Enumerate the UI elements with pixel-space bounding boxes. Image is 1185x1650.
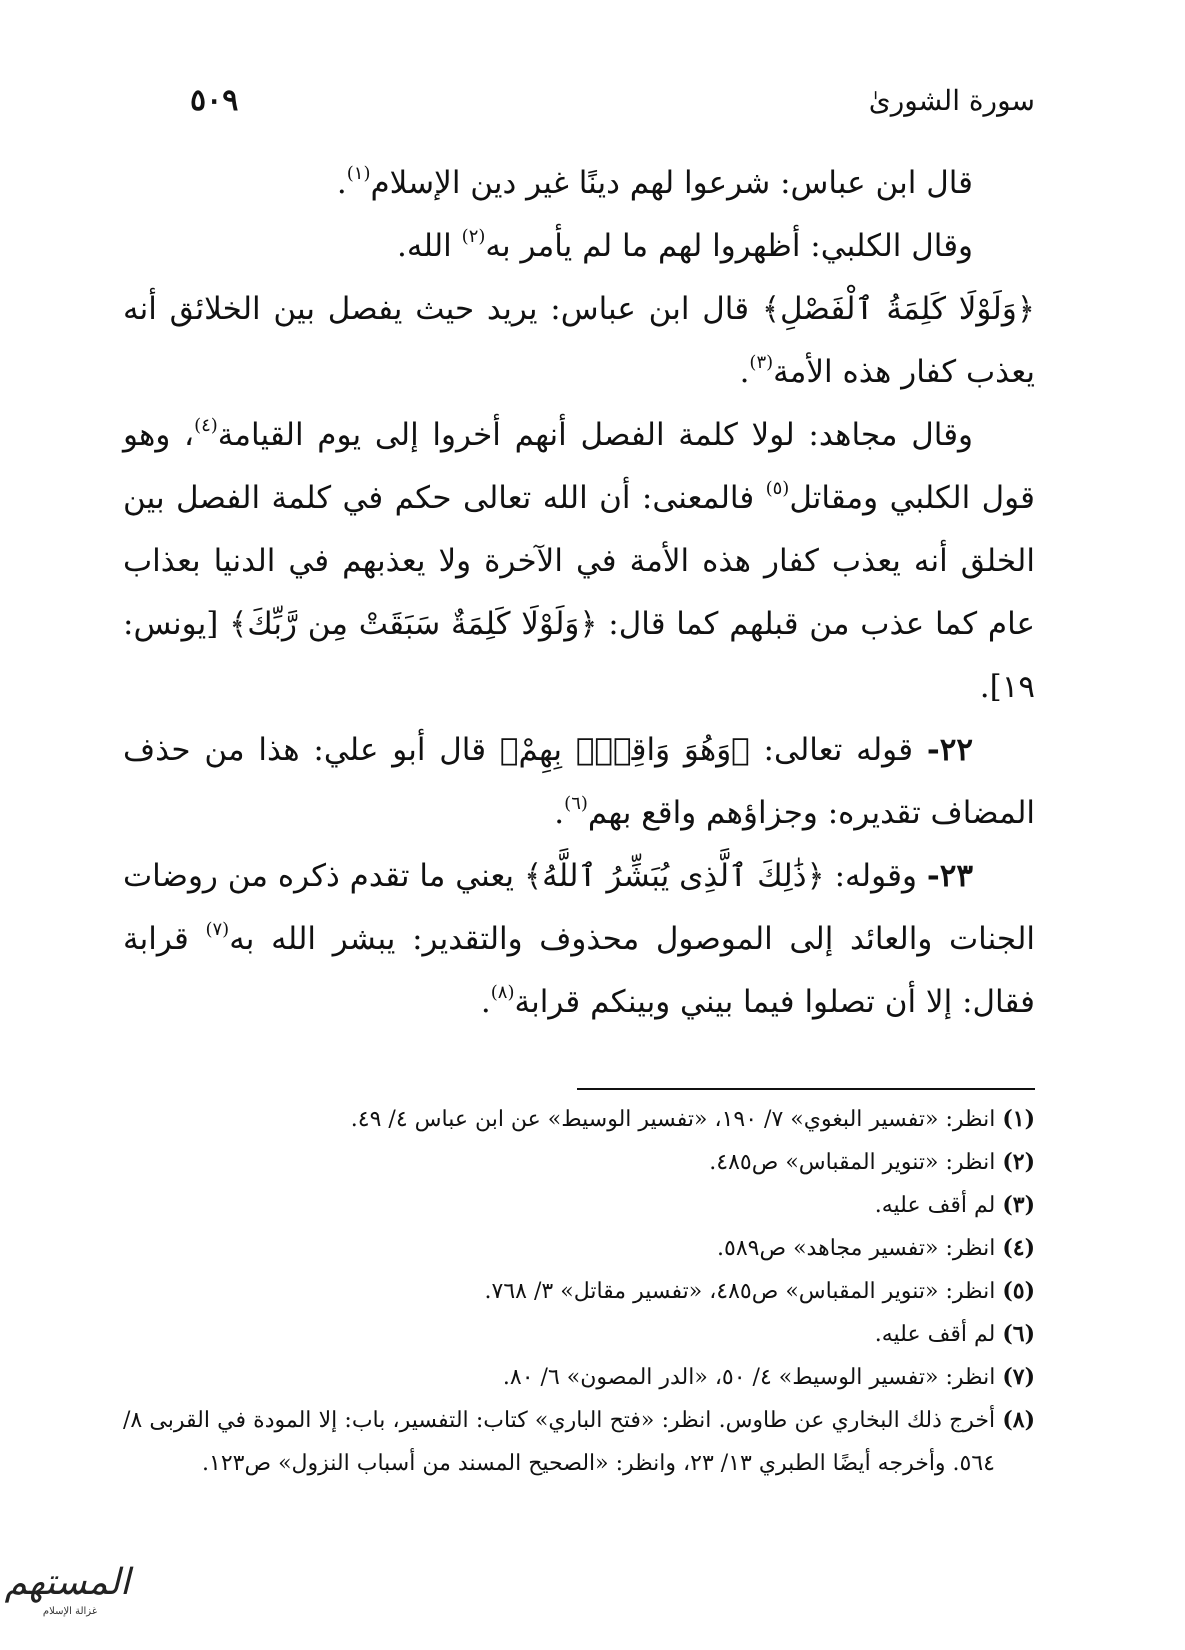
footnote-number: (١) [1002, 1106, 1035, 1132]
quran-quote: ﴿وَلَوْلَا كَلِمَةٌ سَبَقَتْ مِن رَّبِّكَ﴾ [229, 606, 598, 642]
footnote-ref: (٤) [194, 415, 218, 436]
paragraph-4 [123, 404, 1035, 719]
paragraph-text: قال ابن عباس: شرعوا لهم دينًا غير دين الإسلام [370, 165, 973, 201]
footnote-text: انظر: «تفسير مجاهد» ص٥٨٩. [717, 1236, 1003, 1261]
footnote-ref: (٢) [461, 226, 486, 247]
quran-quote: ﴿ذَٰلِكَ ٱلَّذِى يُبَشِّرُ ٱللَّهُ﴾ [523, 858, 825, 894]
footnote-3 [123, 1184, 1035, 1227]
footnote-ref: (١) [346, 163, 371, 184]
paragraph-end: . [739, 354, 750, 390]
footnote-ref: (٦) [564, 793, 588, 814]
paragraph-text: قرابة فقال: إلا أن تصلوا فيما بيني وبينكم قرابة [123, 921, 1035, 1020]
surah-title: سورة الشورىٰ [868, 83, 1035, 117]
footnote-text: لم أقف عليه. [874, 1322, 1003, 1347]
footnote-ref: (٨) [490, 982, 515, 1003]
paragraph-3 [123, 278, 1035, 404]
footnote-number: (٧) [1002, 1364, 1035, 1390]
footnote-number: (٢) [1002, 1149, 1035, 1175]
footnote-text: أخرج ذلك البخاري عن طاوس. انظر: «فتح الباري» كتاب: التفسير، باب: إلا المودة في القربى ٨/ ٥٦٤. وأخرجه أيضًا الطبري ١٣/ ٢٣، وانظر: «الصحيح المسند من أسباب النزول» ص١٢٣. [123, 1408, 1003, 1476]
paragraph-2 [123, 215, 1035, 278]
paragraph-text: ، وهو قول الكلبي ومقاتل [123, 417, 1035, 516]
paragraph-6 [123, 845, 1035, 1034]
footnote-number: (٥) [1002, 1278, 1035, 1304]
paragraph-text: وقال مجاهد: لولا كلمة الفصل أنهم أخروا إلى يوم القيامة [217, 417, 973, 453]
quran-quote: ﴿وَهُوَ وَاقِعٌۢ بِهِمْ﴾ [499, 732, 750, 768]
footnote-8 [123, 1399, 1035, 1485]
paragraph-text: قوله تعالى: [749, 732, 927, 768]
footnote-text: انظر: «تفسير البغوي» ٧/ ١٩٠، «تفسير الوسيط» عن ابن عباس ٤/ ٤٩. [350, 1107, 1003, 1132]
footnote-text: لم أقف عليه. [874, 1193, 1003, 1218]
paragraph-text: الله. [397, 228, 462, 264]
paragraph-text: فالمعنى: أن الله تعالى حكم في كلمة الفصل بين الخلق أنه يعذب كفار هذه الأمة في الآخرة ولا يعذبهم في الدنيا بعذاب عام كما عذب من قبلهم كما قال: [123, 480, 1036, 642]
footnote-number: (٤) [1002, 1235, 1035, 1261]
footnote-6 [123, 1313, 1035, 1356]
footnote-4 [123, 1227, 1035, 1270]
verse-number: ٢٣- [926, 858, 973, 894]
footnote-number: (٦) [1002, 1321, 1035, 1347]
footnote-5 [123, 1270, 1035, 1313]
quran-citation: [يونس: ١٩]. [123, 606, 1035, 705]
footnote-1 [123, 1098, 1035, 1141]
footnote-ref: (٣) [749, 352, 774, 373]
footnote-text: انظر: «تفسير الوسيط» ٤/ ٥٠، «الدر المصون» ٦/ ٨٠. [502, 1365, 1003, 1390]
paragraph-text: قال أبو علي: هذا من حذف المضاف تقديره: وجزاؤهم واقع بهم [123, 732, 1035, 831]
footnote-number: (٣) [1002, 1192, 1035, 1218]
footnote-text: انظر: «تنوير المقباس» ص٤٨٥، «تفسير مقاتل» ٣/ ٧٦٨. [484, 1279, 1003, 1304]
logo-calligraphy: المستهم [4, 1562, 130, 1603]
paragraph-end: . [554, 795, 565, 831]
paragraph-text: يعني ما تقدم ذكره من روضات الجنات والعائد إلى الموصول محذوف والتقدير: يبشر الله به [123, 858, 1036, 957]
main-text [123, 152, 1035, 1034]
paragraph-end: . [336, 165, 347, 201]
footnote-7 [123, 1356, 1035, 1399]
paragraph-5 [123, 719, 1035, 845]
paragraph-1 [123, 152, 1035, 215]
footnote-ref: (٧) [205, 919, 230, 940]
footnote-2 [123, 1141, 1035, 1184]
footnotes [123, 1098, 1035, 1485]
footnote-number: (٨) [1002, 1407, 1035, 1433]
watermark-logo [4, 1560, 130, 1630]
paragraph-end: . [480, 984, 491, 1020]
quran-quote: ﴿وَلَوْلَا كَلِمَةُ ٱلْفَصْلِ﴾ [761, 291, 1035, 327]
page-number: ٥٠٩ [190, 82, 239, 118]
footnote-ref: (٥) [765, 478, 790, 499]
paragraph-text: وقوله: [824, 858, 927, 894]
logo-subtitle: غزالة الإسلام [42, 1606, 98, 1617]
page-header [190, 78, 1035, 122]
paragraph-text: وقال الكلبي: أظهروا لهم ما لم يأمر به [485, 228, 973, 264]
paragraph-text: قال ابن عباس: يريد حيث يفصل بين الخلائق أنه يعذب كفار هذه الأمة [123, 291, 1035, 390]
footnote-separator [577, 1088, 1035, 1090]
footnote-text: انظر: «تنوير المقباس» ص٤٨٥. [709, 1150, 1003, 1175]
verse-number: ٢٢- [926, 732, 973, 768]
